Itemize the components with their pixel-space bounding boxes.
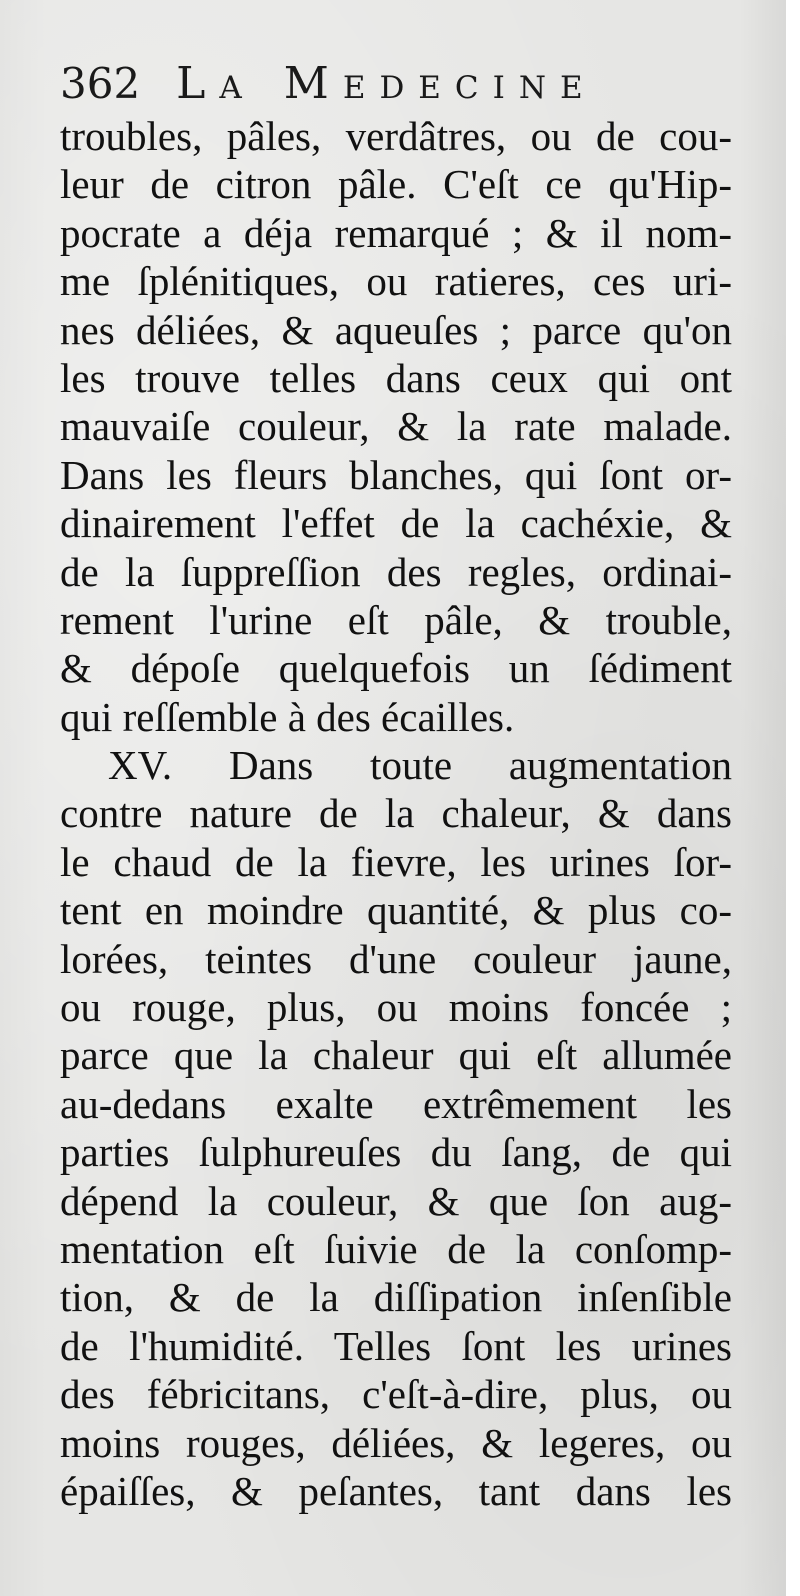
text-line: des fébricitans, c'eſt-à-dire, plus, ou [60, 1371, 732, 1418]
text-line: ou rouge, plus, ou moins foncée ; [60, 984, 732, 1031]
text-line: dinairement l'effet de la cachéxie, & [60, 500, 732, 547]
text-line: me ſplénitiques, ou ratieres, ces uri- [60, 258, 732, 305]
text-line: au-dedans exalte extrêmement les [60, 1080, 732, 1127]
text-line: parce que la chaleur qui eſt allumée [60, 1032, 732, 1079]
text-line: contre nature de la chaleur, & dans [60, 790, 732, 837]
text-line: rement l'urine eſt pâle, & trouble, [60, 596, 732, 643]
text-line: moins rouges, déliées, & legeres, ou [60, 1419, 732, 1466]
section-heading-line: XV. Dans toute augmentation [108, 742, 732, 789]
text-line: mauvaiſe couleur, & la rate malade. [60, 403, 732, 450]
text-line: tent en moindre quantité, & plus co- [60, 887, 732, 934]
text-line: pocrate a déja remarqué ; & il nom- [60, 209, 732, 256]
text-line: leur de citron pâle. C'eſt ce qu'Hip- [60, 161, 732, 208]
text-line: de l'humidité. Telles ſont les urines [60, 1322, 732, 1369]
page-number: 362 [60, 59, 141, 108]
text-line: nes déliées, & aqueuſes ; parce qu'on [60, 306, 732, 353]
text-line: troubles, pâles, verdâtres, ou de cou- [60, 113, 732, 159]
text-line: les trouve telles dans ceux qui ont [60, 354, 732, 401]
running-title: La Medecine [176, 58, 597, 109]
text-line: dépend la couleur, & que ſon aug- [60, 1177, 732, 1224]
text-line: lorées, teintes d'une couleur jaune, [60, 935, 732, 982]
text-line: épaiſſes, & peſantes, tant dans les [60, 1467, 732, 1514]
page-header [60, 58, 597, 110]
text-line: tion, & de la diſſipation inſenſible [60, 1274, 732, 1321]
text-line: qui reſſemble à des écailles. [60, 693, 515, 740]
body-text [60, 112, 732, 1515]
text-line: parties ſulphureuſes du ſang, de qui [60, 1129, 732, 1176]
text-line: mentation eſt ſuivie de la conſomp- [60, 1225, 732, 1272]
text-line: le chaud de la fievre, les urines ſor- [60, 838, 732, 885]
text-line: & dépoſe quelquefois un ſédiment [60, 645, 732, 692]
text-line: Dans les fleurs blanches, qui ſont or- [60, 451, 732, 498]
text-line: de la ſuppreſſion des regles, ordinai- [60, 548, 732, 595]
